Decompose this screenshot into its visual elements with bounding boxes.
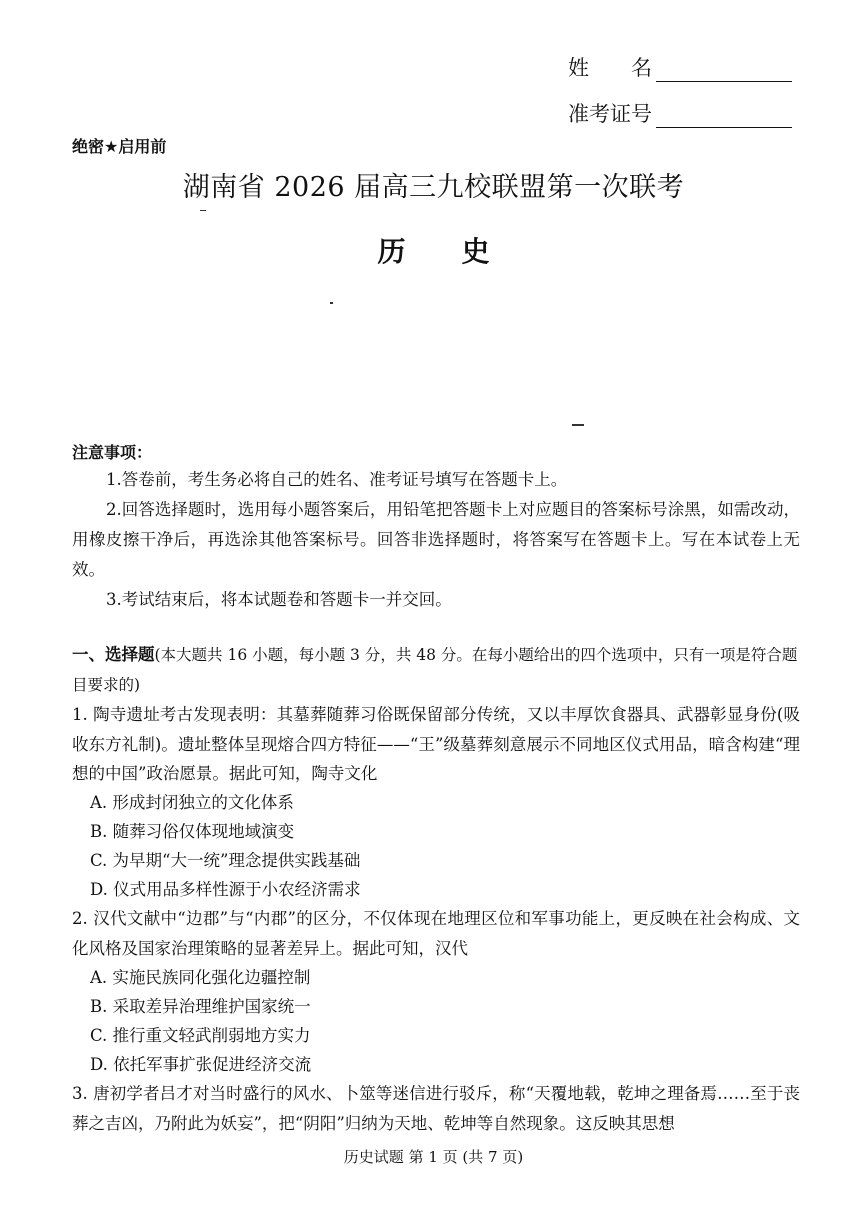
- notice-item-1: 1.答卷前，考生务必将自己的姓名、准考证号填写在答题卡上。: [106, 470, 568, 489]
- subject-title: 历史: [377, 235, 546, 268]
- exam-id-blank: [656, 105, 792, 128]
- scan-speck: [200, 210, 206, 211]
- notice-title: 注意事项：: [72, 443, 153, 462]
- page-footer: 历史试题 第 1 页 (共 7 页): [343, 1148, 524, 1166]
- candidate-name-row: [568, 52, 792, 82]
- question-1-option-a: A. 形成封闭独立的文化体系: [90, 793, 294, 812]
- question-2-stem: 2. 汉代文献中“边郡”与“内郡”的区分，不仅体现在地理区位和军事功能上，更反映在社会构成、文化风格及国家治理策略的显著差异上。据此可知，汉代: [72, 909, 800, 958]
- question-2-option-b: B. 采取差异治理维护国家统一: [90, 997, 311, 1016]
- question-3-stem: 3. 唐初学者吕才对当时盛行的风水、卜筮等迷信进行驳斥，称“天覆地载，乾坤之理备焉……至于丧葬之吉凶，乃附此为妖妄”，把“阴阳”归纳为天地、乾坤等自然现象。这反映其思想: [72, 1084, 800, 1133]
- question-2-option-c: C. 推行重文轻武削弱地方实力: [90, 1026, 311, 1045]
- question-2-option-a: A. 实施民族同化强化边疆控制: [90, 968, 311, 987]
- scan-speck: [572, 424, 584, 426]
- scan-speck: [330, 302, 333, 304]
- name-blank: [656, 59, 792, 82]
- question-1-option-b: B. 随葬习俗仅体现地域演变: [90, 822, 295, 841]
- section-heading: [72, 640, 802, 700]
- notice-item-2: 2.回答选择题时，选用每小题答案后，用铅笔把答题卡上对应题目的答案标号涂黑，如需改动，用橡皮擦干净后，再选涂其他答案标号。回答非选择题时，将答案写在答题卡上。写在本试卷上无效。: [72, 500, 800, 579]
- question-1-option-c: C. 为早期“大一统”理念提供实践基础: [90, 851, 361, 870]
- section-instruction: (本大题共 16 小题，每小题 3 分，共 48 分。在每小题给出的四个选项中，只有一项是符合题目要求的): [72, 646, 798, 694]
- section-title: 一、选择题: [72, 645, 155, 664]
- name-label: 姓 名: [568, 56, 652, 80]
- question-1-stem: 1. 陶寺遗址考古发现表明：其墓葬随葬习俗既保留部分传统，又以丰厚饮食器具、武器彰显身份(吸收东方礼制)。遗址整体呈现熔合四方特征——“王”级墓葬刻意展示不同地区仪式用品，暗含构建“理想的中国”政治愿景。据此可知，陶寺文化: [72, 705, 800, 783]
- question-1-option-d: D. 仪式用品多样性源于小农经济需求: [90, 880, 361, 899]
- secret-mark: 绝密★启用前: [72, 137, 167, 156]
- exam-id-label: 准考证号: [568, 102, 652, 126]
- notice-item-3: 3.考试结束后，将本试题卷和答题卡一并交回。: [106, 590, 452, 609]
- question-2-option-d: D. 依托军事扩张促进经济交流: [90, 1055, 312, 1074]
- exam-title: 湖南省 2026 届高三九校联盟第一次联考: [182, 172, 685, 203]
- candidate-id-row: [568, 98, 792, 128]
